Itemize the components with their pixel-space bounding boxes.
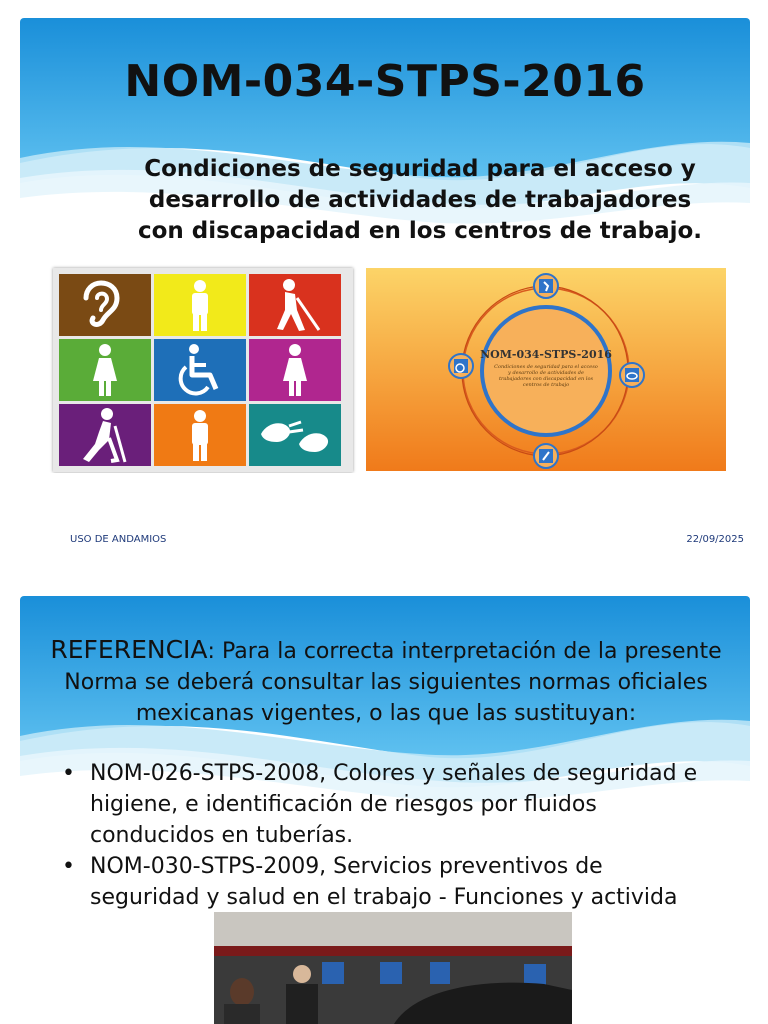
- sign-language-icon: [249, 404, 341, 466]
- slide-subtitle: Condiciones de seguridad para el acceso y desarrollo de actividades de trabajadores con discapacidad en los centros de trabajo.: [137, 156, 703, 244]
- cycle-title: NOM-034-STPS-2016: [480, 348, 612, 361]
- woman-icon: [249, 339, 341, 401]
- footer-left-text: USO DE ANDAMIOS: [70, 534, 167, 545]
- cycle-node-right: [620, 363, 644, 387]
- cycle-caption-box: [492, 364, 600, 404]
- slide-title: NOM-034-STPS-2016: [124, 56, 646, 107]
- cycle-node-bottom: [534, 444, 558, 468]
- reference-bullet-list: [58, 758, 718, 913]
- cycle-node-left: [449, 354, 473, 378]
- nom-cycle-diagram: [366, 268, 726, 471]
- person-icon: [154, 274, 246, 336]
- footer-date: 22/09/2025: [686, 534, 744, 545]
- crutch-icon: [59, 404, 151, 466]
- reference-intro: : Para la correcta interpretación de la presente Norma se deberá consultar las siguientes normas oficiales mexicanas vigentes, o las que las sustituyan:: [64, 639, 722, 726]
- wheelchair-icon: [154, 339, 246, 401]
- list-item: • NOM-026-STPS-2008, Colores y señales de seguridad e higiene, e identificación de riesgos por fluidos conducidos en tuberías.: [58, 758, 718, 851]
- blind-cane-icon: [249, 274, 341, 336]
- slide-2: [20, 596, 750, 1024]
- cycle-node-top: [534, 274, 558, 298]
- woman-icon: [59, 339, 151, 401]
- reference-paragraph: [46, 634, 726, 729]
- parking-photo: [214, 912, 572, 1024]
- cycle-caption: Condiciones de seguridad para el acceso y desarrollo de actividades de trabajadores con discapacidad en los centros de trabajo: [494, 364, 598, 388]
- ear-icon: [59, 274, 151, 336]
- reference-lead: REFERENCIA: [50, 635, 208, 664]
- disability-icon-grid: [53, 268, 353, 472]
- person-icon: [154, 404, 246, 466]
- slide-1: [20, 18, 750, 473]
- list-item: • NOM-030-STPS-2009, Servicios preventivos de seguridad y salud en el trabajo - Funciones y activida: [58, 851, 718, 913]
